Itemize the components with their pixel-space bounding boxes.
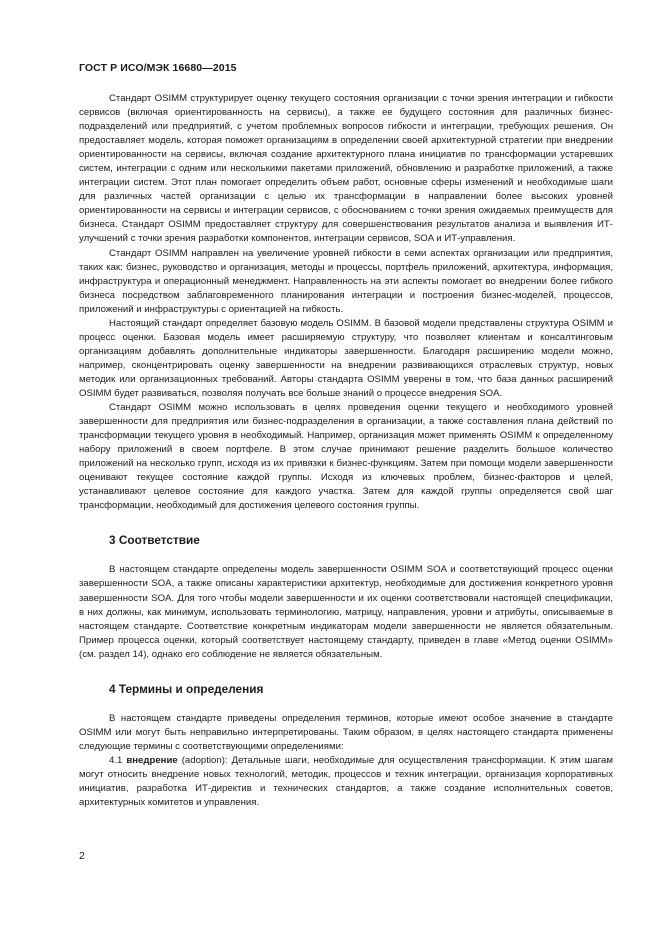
page-header: ГОСТ Р ИСО/МЭК 16680—2015 [79,62,237,74]
body-paragraph: В настоящем стандарте приведены определения терминов, которые имеют особое значение в стандарте OSIMM или могут быть неправильно интерпретированы. Таким образом, в целях настоящего стандарта применены следующие термины с соответствующими определениями: [79,712,613,752]
term-word: внедрение [126,754,178,766]
body-paragraph: Стандарт OSIMM структурирует оценку текущего состояния организации с точки зрения интеграции и гибкости сервисов (включая ориентированность на сервисы), а также ее будущего состояния для различных бизнес-подразделений или предприятий, с учетом проблемных вопросов гибкости и интеграции, требующих решения. Он предоставляет модель, которая поможет организациям в определении своей архитектурной стратегии при внедрении ориентированности на сервисы, включая создание архитектурного плана инициатив по трансформации устаревших систем, интеграции с одним или несколькими пакетами приложений, обновлению и разработке приложений, а также интеграции систем. Этот план помогает определить объем работ, основные сферы изменений и необходимые шаги для различных частей организации с целью их трансформации в направлении более высоких уровней ориентированности на сервисы и интеграции сервисов, с обоснованием с точки зрения ожидаемых преимуществ для бизнеса. Стандарт OSIMM предоставляет структуру для совершенствования результатов анализа и выявления ИТ-улучшений с точки зрения разработки компонентов, интеграции сервисов, SOA и ИТ-управления. [79,93,613,245]
term-definition [79,754,613,810]
body-paragraph: Настоящий стандарт определяет базовую модель OSIMM. В базовой модели представлены структура OSIMM и процесс оценки. Базовая модель имеет расширяемую структуру, что позволяет клиентам и консалтинговым организациям добавлять дополнительные индикаторы завершенности. Благодаря расширению модели можно, например, сконцентрировать оценку завершенности на внедрении развивающихся отраслевых структур, новых методик или организационных требований. Авторы стандарта OSIMM уверены в том, что база данных расширений OSIMM будет развиваться, позволяя получать все больше знаний о процессе внедрения SOA. [79,317,613,399]
body-paragraph: В настоящем стандарте определены модель завершенности OSIMM SOA и соответствующий процесс оценки завершенности SOA, а также описаны характеристики архитектур, необходимые для достижения конкретного уровня завершенности SOA. Для того чтобы модели завершенности и их оценки соответствовали настоящей спецификации, в них должны, как минимум, использовать терминологию, матрицу, направления, уровни и атрибуты, описываемые в настоящем стандарте. Соответствие конкретным индикаторам модели завершенности не является обязательным. Пример процесса оценки, который соответствует настоящему стандарту, приведен в главе «Метод оценки OSIMM» (см. раздел 14), однако его соблюдение не является обязательным. [79,564,613,660]
body-paragraph: Стандарт OSIMM направлен на увеличение уровней гибкости в семи аспектах организации или предприятия, таких как: бизнес, руководство и организация, методы и процессы, портфель приложений, архитектура, информация, инфраструктура и операционный менеджмент. Направленность на эти аспекты помогает во внедрении более гибкого бизнеса посредством заблаговременного планирования интеграции и построения бизнес-моделей, процессов, приложений и инфраструктуры с ориентацией на гибкость. [79,247,613,315]
section-heading-conformance: 3 Соответствие [109,533,200,548]
term-number: 4.1 [109,754,123,766]
body-paragraph: Стандарт OSIMM можно использовать в целях проведения оценки текущего и необходимого уровней завершенности для предприятия или бизнес-подразделения в организации, а также составления плана действий по трансформации текущего уровня в необходимый. Например, организация может применять OSIMM к определенному набору приложений в своем портфеле. В этом случае принимают решение разделить большое количество приложений на несколько групп, исходя из их привязки к бизнес-функциям. Затем при помощи модели завершенности оценивают текущее состояние каждой группы. Исходя из ключевых проблем, бизнес-факторов и целей, устанавливают целевое состояние для каждого участка. Затем для каждой группы определяется свой шаг трансформации, необходимый для достижения целевого состояния группы. [79,402,613,512]
page-number: 2 [79,850,85,862]
section-heading-terms: 4 Термины и определения [109,681,264,696]
term-text: (adoption): Детальные шаги, необходимые для осуществления трансформации. К этим шагам могут относить внедрение новых технологий, методик, процессов и техник интеграции, организация корпоративных инициатив, разработка ИТ-директив и технических стандартов, а также создание исполнительных советов, архитектурных комитетов и управления. [79,754,613,809]
document-body [79,92,613,810]
